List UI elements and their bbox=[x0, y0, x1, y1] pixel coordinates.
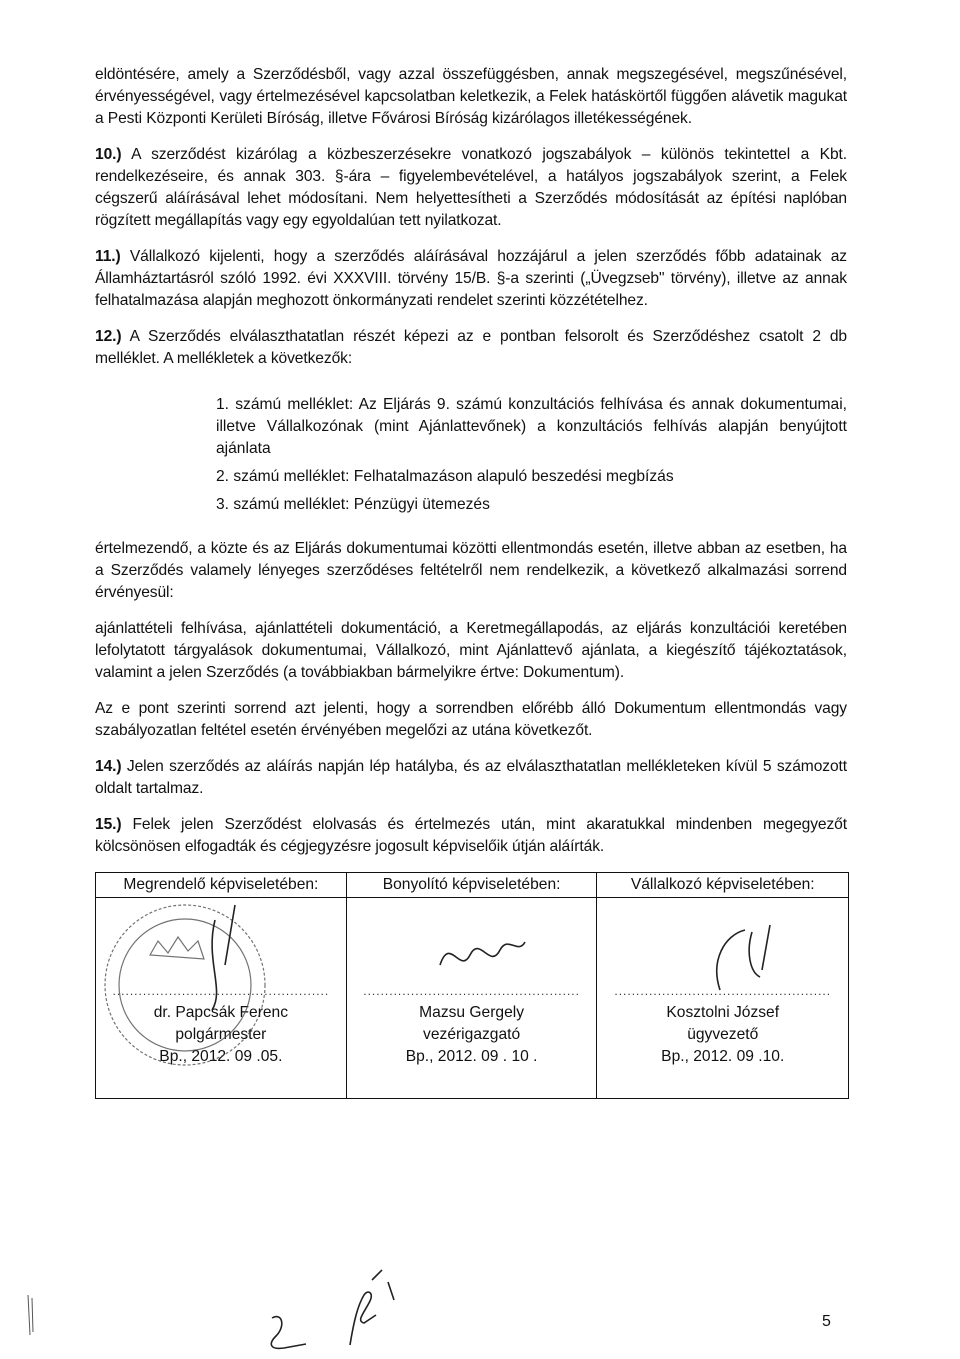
paragraph-13b: ajánlattételi felhívása, ajánlattételi dokumentáció, a Keretmegállapodás, az eljárás konzultációi keretében lefolytatott tárgyalások dokumentumai, Vállalkozó, mint Ajánlattevő ajánlata, a kiegészítő tájékoztatások, valamint a jelen Szerződés (a továbbiakban bármelyikre értve: Dokumentum). bbox=[95, 620, 847, 681]
signature-scribble-contractor bbox=[717, 925, 770, 990]
signature-date: Bp., 2012. 09 .10. bbox=[661, 1048, 785, 1065]
clause-number: 10.) bbox=[95, 146, 122, 163]
signatory-name: dr. Papcsák Ferenc bbox=[153, 1004, 289, 1021]
paragraph-13a: értelmezendő, a közte és az Eljárás dokumentumai közötti ellentmondás esetén, illetve abban az esetben, ha a Szerződés valamely lényeges szerződéses feltételről nem rendelkezik, a következő alkalmazási sorrend érvényesül: bbox=[95, 540, 847, 601]
clause-number: 12.) bbox=[95, 328, 122, 345]
signatory-title: polgármester bbox=[175, 1026, 267, 1043]
clause-number: 14.) bbox=[95, 758, 122, 775]
signature-line: .................................................. bbox=[112, 984, 330, 998]
clause-text: Vállalkozó kijelenti, hogy a szerződés aláírásával hozzájárul a jelen szerződés főbb adatainak az Államháztartásról szóló 1992. évi XXXVIII. törvény 15/B. §-a szerinti („Üvegzseb" törvény), illetve az annak felhatalmazása alapján meghozott önkormányzati rendelet szerinti közzétételhez. bbox=[95, 248, 847, 309]
page-number: 5 bbox=[822, 1313, 831, 1330]
official-stamp bbox=[105, 905, 265, 1065]
annex-item: 1. számú melléklet: Az Eljárás 9. számú konzultációs felhívása és annak dokumentumai, illetve Vállalkozónak (mint Ajánlattevőnek) a konzultációs felhívás alapján benyújtott ajánlata bbox=[216, 396, 847, 457]
signature-date: Bp., 2012. 09 . 10 . bbox=[405, 1048, 538, 1065]
initials-scribble bbox=[271, 1317, 306, 1349]
clause-number: 15.) bbox=[95, 816, 122, 833]
signature-scribble-organizer bbox=[440, 942, 525, 965]
clause-text: Jelen szerződés az aláírás napján lép hatályba, és az elválaszthatatlan mellékleteken kívül 5 számozott oldalt tartalmaz. bbox=[95, 758, 847, 797]
clause-text: A szerződést kizárólag a közbeszerzésekre vonatkozó jogszabályok – különös tekintettel a Kbt. rendelkezéseire, és annak 303. §-ára – figyelembevételével, a hatályos jogszabályok szerint, a Felek cégszerű aláírásával lehet módosítani. Nem helyettesítheti a Szerződés módosítását az építési naplóban rögzített megállapítás vagy egy egyoldalúan tett nyilatkozat. bbox=[95, 146, 847, 229]
signatory-title: vezérigazgató bbox=[423, 1026, 521, 1043]
signature-line: .................................................. bbox=[614, 984, 832, 998]
clause-number: 11.) bbox=[95, 248, 121, 265]
signatory-name: Kosztolni József bbox=[666, 1004, 780, 1021]
signature-header: Vállalkozó képviseletében: bbox=[597, 873, 849, 898]
paragraph-13c: Az e pont szerinti sorrend azt jelenti, hogy a sorrendben előrébb álló Dokumentum ellentmondás vagy szabályozatlan feltétel esetén érvényében megelőzi az utána következőt. bbox=[95, 700, 847, 739]
paragraph-continuation: eldöntésére, amely a Szerződésből, vagy azzal összefüggésben, annak megszegésével, megszűnésével, érvényességével, vagy értelmezésével kapcsolatban keletkezik, a Felek hatáskörtől függően alávetik magukat a Pesti Központi Kerületi Bíróság, illetve Fővárosi Bíróság kizárólagos illetékességének. bbox=[95, 66, 847, 127]
annex-item: 2. számú melléklet: Felhatalmazáson alapuló beszedési megbízás bbox=[216, 468, 674, 485]
clause-text: Felek jelen Szerződést elolvasás és értelmezés után, mint akaratukkal mindenben megegyezőt kölcsönösen elfogadták és cégjegyzésre jogosult képviselőik útján aláírták. bbox=[95, 816, 847, 855]
signature-line: .................................................. bbox=[363, 984, 580, 998]
signature-header: Bonyolító képviseletében: bbox=[346, 873, 597, 898]
signatory-name: Mazsu Gergely bbox=[419, 1004, 525, 1021]
signature-header: Megrendelő képviseletében: bbox=[96, 873, 347, 898]
annex-item: 3. számú melléklet: Pénzügyi ütemezés bbox=[216, 496, 490, 513]
signature-scribble-client bbox=[212, 905, 235, 1010]
signatory-title: ügyvezető bbox=[687, 1026, 759, 1043]
initials-scribble bbox=[350, 1270, 394, 1345]
clause-text: A Szerződés elválaszthatatlan részét képezi az e pontban felsorolt és Szerződéshez csatolt 2 db melléklet. A mellékletek a következők: bbox=[95, 328, 847, 367]
signature-date: Bp., 2012. 09 .05. bbox=[159, 1048, 283, 1065]
margin-mark bbox=[28, 1295, 33, 1335]
